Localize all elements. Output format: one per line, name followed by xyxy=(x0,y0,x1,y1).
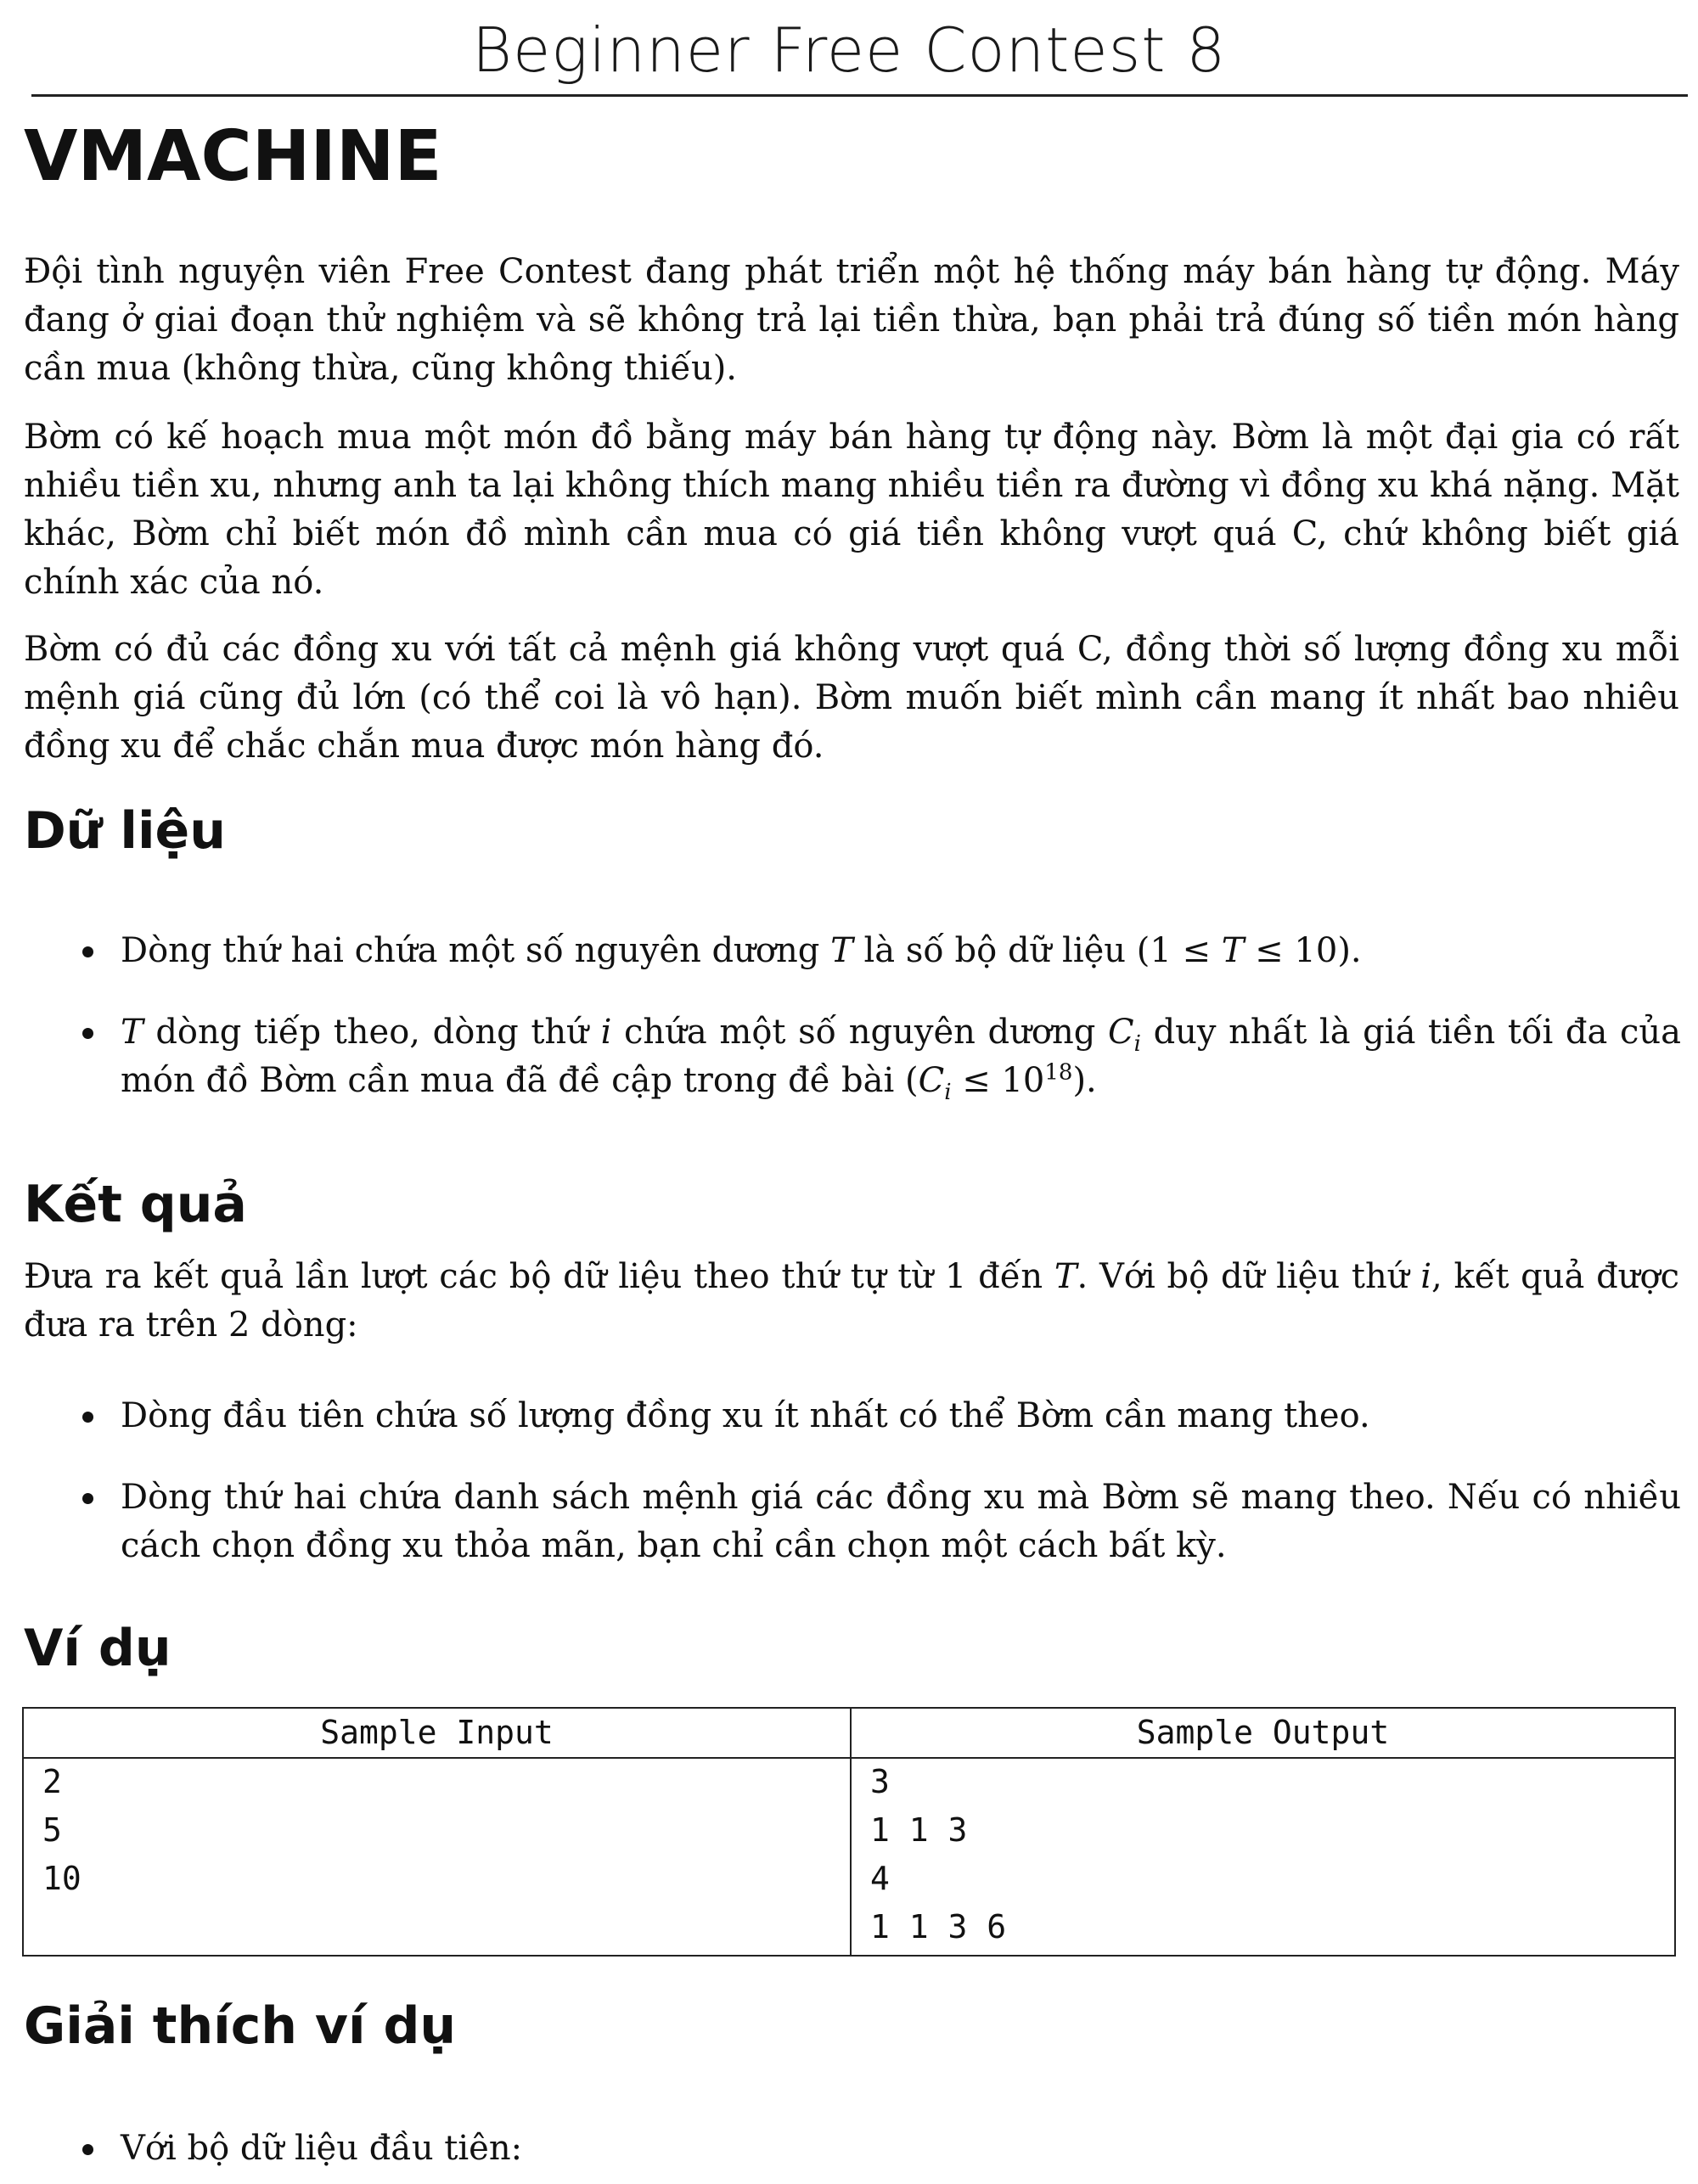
explanation-bullet-1-text: Với bộ dữ liệu đầu tiên: xyxy=(121,2129,523,2168)
input-bullet-1-text: Dòng thứ hai chứa một số nguyên dương T là số bộ dữ liệu (1 ≤ T ≤ 10). xyxy=(121,931,1362,970)
statement-paragraph-2: Bờm có kế hoạch mua một món đồ bằng máy bán hàng tự động này. Bờm là một đại gia có rất nhiều tiền xu, nhưng anh ta lại không thích mang nhiều tiền ra đường vì đồng xu khá nặng. Mặt khác, Bờm chỉ biết món đồ mình cần mua có giá tiền không vượt quá C, chứ không biết giá chính xác của nó. xyxy=(24,418,1679,602)
input-section-title: Dữ liệu xyxy=(24,801,226,861)
bullet-dot xyxy=(82,1493,93,1504)
statement-paragraph-1: Đội tình nguyện viên Free Contest đang phát triển một hệ thống máy bán hàng tự động. Máy đang ở giai đoạn thử nghiệm và sẽ không trả lại tiền thừa, bạn phải trả đúng số tiền món hàng cần mua (không thừa, cũng không thiếu). xyxy=(24,252,1679,388)
output-bullet-1-text: Dòng đầu tiên chứa số lượng đồng xu ít nhất có thể Bờm cần mang theo. xyxy=(121,1396,1370,1435)
sample-table xyxy=(22,1707,1676,1957)
sample-output-header: Sample Output xyxy=(1136,1714,1390,1751)
output-section-title: Kết quả xyxy=(24,1175,247,1234)
sample-input-content: 2 5 10 xyxy=(42,1763,82,1897)
explanation-section-title: Giải thích ví dụ xyxy=(24,1996,457,2056)
bullet-dot xyxy=(82,1412,93,1423)
sample-input-header: Sample Input xyxy=(320,1714,554,1751)
statement-paragraph-3: Bờm có đủ các đồng xu với tất cả mệnh giá không vượt quá C, đồng thời số lượng đồng xu mỗi mệnh giá cũng đủ lớn (có thể coi là vô hạn). Bờm muốn biết mình cần mang ít nhất bao nhiêu đồng xu để chắc chắn mua được món hàng đó. xyxy=(24,630,1679,766)
output-bullet-2-text: Dòng thứ hai chứa danh sách mệnh giá các đồng xu mà Bờm sẽ mang theo. Nếu có nhiều cách chọn đồng xu thỏa mãn, bạn chỉ cần chọn một cách bất kỳ. xyxy=(121,1478,1681,1565)
input-bullet-2-text: T dòng tiếp theo, dòng thứ i chứa một số nguyên dương $C_i$ duy nhất là giá tiền tối đa của món đồ Bờm cần mua đã đề cập trong đề bài $(C_i \le 10^{18})$. xyxy=(121,1013,1681,1105)
title-divider xyxy=(31,94,1688,97)
bullet-dot xyxy=(82,946,93,957)
example-section-title: Ví dụ xyxy=(24,1619,171,1678)
sample-output-content: 3 1 1 3 4 1 1 3 6 xyxy=(870,1763,1007,1945)
contest-title: Beginner Free Contest 8 xyxy=(471,14,1227,86)
problem-name: VMACHINE xyxy=(24,116,442,197)
table-header-divider xyxy=(24,1757,1674,1759)
bullet-dot xyxy=(82,2144,93,2155)
bullet-dot xyxy=(82,1028,93,1039)
output-description: Đưa ra kết quả lần lượt các bộ dữ liệu theo thứ tự từ 1 đến T. Với bộ dữ liệu thứ i, kết quả được đưa ra trên 2 dòng: xyxy=(24,1257,1679,1345)
